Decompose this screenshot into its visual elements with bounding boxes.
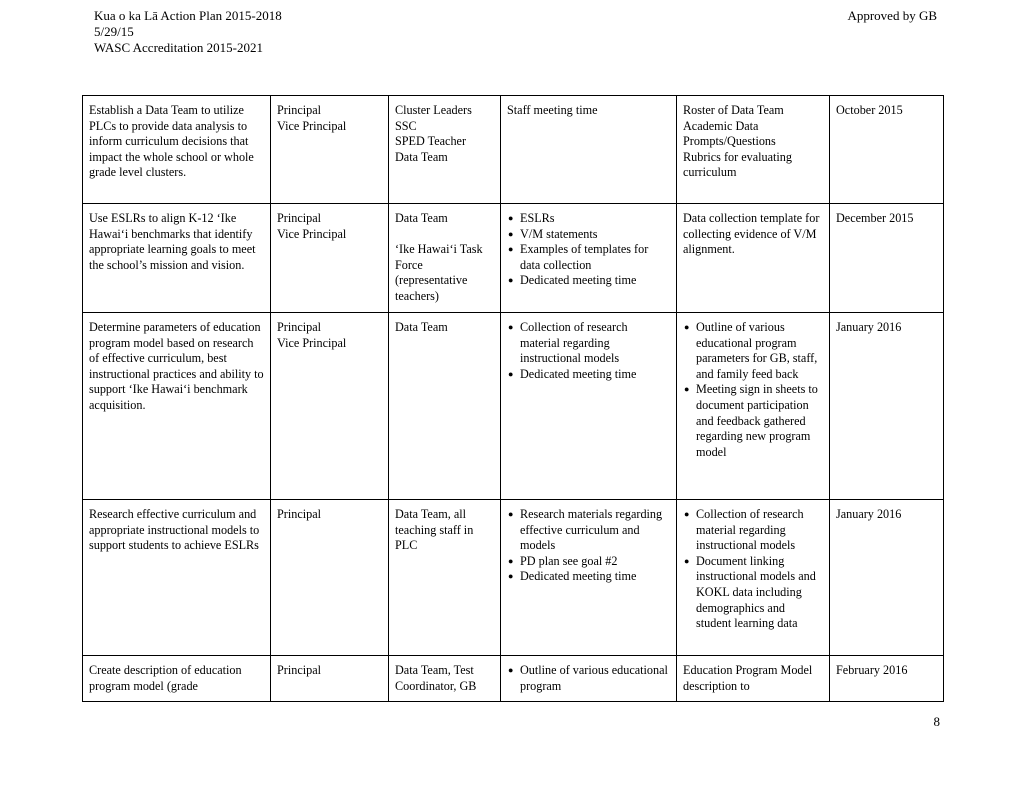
resources-cell <box>501 313 677 500</box>
resources-cell <box>501 656 677 702</box>
timeline-cell <box>830 656 944 702</box>
evidence-item: ● Collection of research material regarding instructional models <box>683 507 823 554</box>
evidence-item: ● Meeting sign in sheets to document participation and feedback gathered regarding new program model <box>683 382 823 460</box>
resources-cell <box>501 204 677 313</box>
responsible-person: Principal <box>277 663 322 677</box>
evidence-cell <box>677 500 830 656</box>
involved-cell <box>389 656 501 702</box>
resources-cell <box>501 500 677 656</box>
involved-cell <box>389 96 501 204</box>
resources-list <box>507 320 670 382</box>
resource-item: ● Outline of various educational program <box>507 663 670 694</box>
action-text: Establish a Data Team to utilize PLCs to provide data analysis to inform curriculum decisions that impact the whole school or whole grade level clusters. <box>89 103 254 180</box>
responsible-person: Vice Principal <box>277 118 347 133</box>
action-plan-table <box>82 95 944 702</box>
involved-spacer <box>395 227 494 243</box>
timeline-text: January 2016 <box>836 507 902 521</box>
involved-party: Cluster Leaders <box>395 103 472 117</box>
timeline-text: January 2016 <box>836 320 902 334</box>
involved-party: ʻIke Hawaiʻi Task Force (representative teachers) <box>395 242 483 303</box>
action-cell <box>83 656 271 702</box>
page-number: 8 <box>933 714 940 729</box>
evidence-text: Academic Data <box>683 118 759 133</box>
involved-party: Data Team <box>395 211 448 225</box>
evidence-text: Data collection template for collecting evidence of V/M alignment. <box>683 211 820 257</box>
table-row <box>83 500 944 656</box>
resources-list <box>507 211 670 289</box>
responsible-person: Principal <box>277 103 322 117</box>
involved-party: Data Team <box>395 149 448 164</box>
action-cell <box>83 500 271 656</box>
evidence-cell <box>677 204 830 313</box>
evidence-item: ● Document linking instructional models and KOKL data including demographics and student learning data <box>683 554 823 632</box>
responsible-cell <box>271 500 389 656</box>
resources-cell <box>501 96 677 204</box>
responsible-cell <box>271 656 389 702</box>
responsible-cell <box>271 96 389 204</box>
accreditation-line: WASC Accreditation 2015-2021 <box>94 40 263 55</box>
resources-list <box>507 507 670 585</box>
evidence-text: Education Program Model description to <box>683 663 813 693</box>
resource-item: ● ESLRs <box>507 211 670 227</box>
table-row <box>83 96 944 204</box>
involved-party: Data Team, all teaching staff in PLC <box>395 507 474 553</box>
table-row <box>83 656 944 702</box>
responsible-person: Vice Principal <box>277 335 347 350</box>
document-header <box>94 8 282 56</box>
resource-item: ● V/M statements <box>507 227 670 243</box>
responsible-person: Principal <box>277 320 322 334</box>
table-row <box>83 313 944 500</box>
timeline-cell <box>830 500 944 656</box>
resource-item: ● Dedicated meeting time <box>507 367 670 383</box>
timeline-text: October 2015 <box>836 103 903 117</box>
resource-item: ● Examples of templates for data collection <box>507 242 670 273</box>
action-text: Determine parameters of education program model based on research of effective curriculum, best instructional practices and ability to support ‘Ike Hawaiʻi benchmark acquisition. <box>89 320 264 412</box>
approval-note: Approved by GB <box>847 8 937 23</box>
involved-party: Data Team, Test Coordinator, GB <box>395 663 477 693</box>
responsible-person: Principal <box>277 211 322 225</box>
involved-party: SSC <box>395 118 417 133</box>
responsible-person: Vice Principal <box>277 226 347 241</box>
timeline-cell <box>830 96 944 204</box>
involved-cell <box>389 500 501 656</box>
responsible-cell <box>271 204 389 313</box>
responsible-cell <box>271 313 389 500</box>
evidence-item: ● Outline of various educational program parameters for GB, staff, and family feed back <box>683 320 823 382</box>
timeline-cell <box>830 313 944 500</box>
evidence-text: Roster of Data Team <box>683 103 784 117</box>
responsible-person: Principal <box>277 507 322 521</box>
resource-item: ● Dedicated meeting time <box>507 569 670 585</box>
action-text: Use ESLRs to align K-12 ‘Ike Hawaiʻi benchmarks that identify appropriate learning goals to meet the school’s mission and vision. <box>89 211 256 272</box>
action-cell <box>83 96 271 204</box>
resource-item: ● PD plan see goal #2 <box>507 554 670 570</box>
table-row <box>83 204 944 313</box>
timeline-cell <box>830 204 944 313</box>
resource-item: ● Collection of research material regarding instructional models <box>507 320 670 367</box>
evidence-cell <box>677 96 830 204</box>
evidence-text: Prompts/Questions <box>683 134 776 149</box>
evidence-cell <box>677 656 830 702</box>
evidence-list <box>683 507 823 632</box>
timeline-text: February 2016 <box>836 663 908 677</box>
evidence-text: Rubrics for evaluating curriculum <box>683 149 792 180</box>
plan-date: 5/29/15 <box>94 24 134 39</box>
plan-title: Kua o ka Lā Action Plan 2015-2018 <box>94 8 282 23</box>
action-cell <box>83 313 271 500</box>
resource-item: ● Dedicated meeting time <box>507 273 670 289</box>
timeline-text: December 2015 <box>836 211 914 225</box>
resource-item: ● Research materials regarding effective curriculum and models <box>507 507 670 554</box>
evidence-cell <box>677 313 830 500</box>
involved-party: SPED Teacher <box>395 134 467 149</box>
action-text: Create description of education program model (grade <box>89 663 242 693</box>
involved-cell <box>389 204 501 313</box>
resource-text: Staff meeting time <box>507 103 598 117</box>
action-text: Research effective curriculum and appropriate instructional models to support students to achieve ESLRs <box>89 507 260 553</box>
involved-cell <box>389 313 501 500</box>
action-cell <box>83 204 271 313</box>
evidence-list <box>683 320 823 460</box>
resources-list <box>507 663 670 694</box>
involved-party: Data Team <box>395 320 448 334</box>
